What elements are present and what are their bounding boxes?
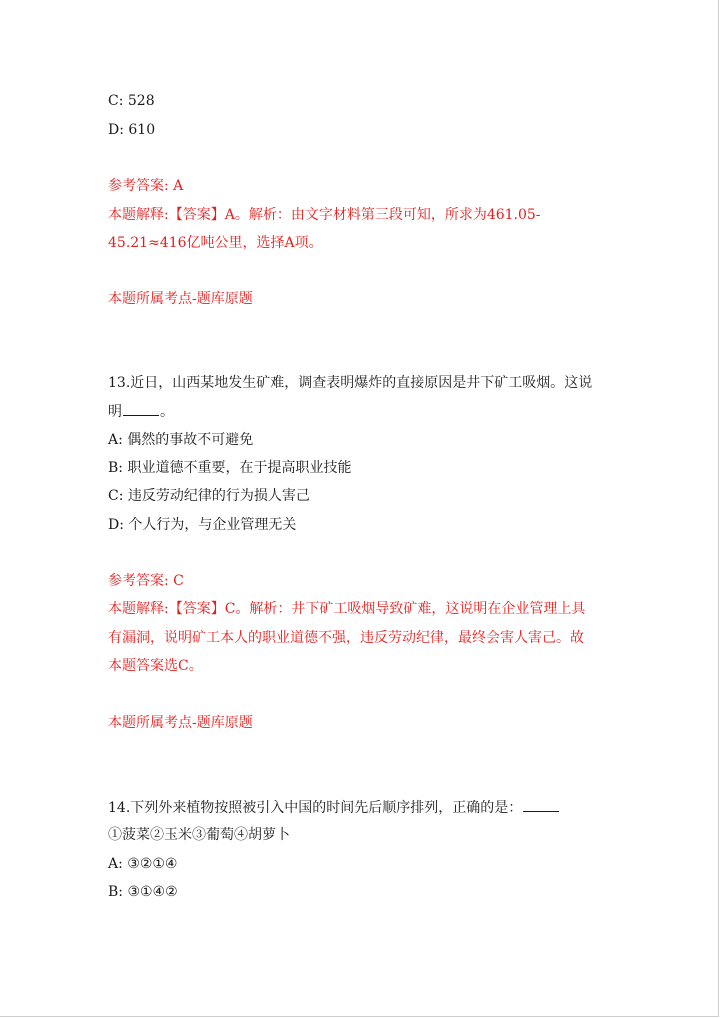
q13-explanation-line-3: 本题答案选C。 bbox=[108, 658, 203, 674]
q14-stem: 14.下列外来植物按照被引入中国的时间先后顺序排列，正确的是： bbox=[108, 800, 523, 816]
q13-option-d: D: 个人行为，与企业管理无关 bbox=[108, 517, 297, 533]
q13-option-a: A: 偶然的事故不可避免 bbox=[108, 432, 254, 448]
answer-blank bbox=[123, 401, 159, 416]
q13-stem-line-2 bbox=[108, 401, 174, 422]
q14-items: ①菠菜②玉米③葡萄④胡萝卜 bbox=[108, 827, 290, 843]
q12-answer: 参考答案: A bbox=[108, 178, 184, 194]
q13-option-c: C: 违反劳动纪律的行为损人害己 bbox=[108, 488, 310, 504]
q13-explanation-line-2: 有漏洞，说明矿工本人的职业道德不强，违反劳动纪律，最终会害人害己。故 bbox=[108, 630, 584, 646]
q13-answer: 参考答案: C bbox=[108, 573, 184, 589]
answer-blank bbox=[523, 797, 559, 812]
q14-stem-line-1 bbox=[108, 797, 560, 818]
q12-source: 本题所属考点-题库原题 bbox=[108, 291, 253, 307]
q12-option-c: C: 528 bbox=[108, 93, 155, 109]
q12-explanation-line-2: 45.21≈416亿吨公里，选择A项。 bbox=[108, 235, 323, 251]
q14-option-b: B: ③①④② bbox=[108, 884, 178, 900]
q13-option-b: B: 职业道德不重要，在于提高职业技能 bbox=[108, 460, 352, 476]
q14-option-a: A: ③②①④ bbox=[108, 856, 178, 872]
q13-stem-pre: 明 bbox=[108, 404, 122, 420]
q13-source: 本题所属考点-题库原题 bbox=[108, 715, 253, 731]
q12-option-d: D: 610 bbox=[108, 122, 156, 138]
q13-stem-line-1: 13.近日，山西某地发生矿难，调查表明爆炸的直接原因是井下矿工吸烟。这说 bbox=[108, 375, 593, 391]
q12-explanation-line-1: 本题解释:【答案】A。解析：由文字材料第三段可知，所求为461.05- bbox=[108, 207, 541, 223]
q13-explanation-line-1: 本题解释:【答案】C。解析：井下矿工吸烟导致矿难，这说明在企业管理上具 bbox=[108, 601, 586, 617]
q13-stem-post: 。 bbox=[160, 404, 174, 420]
